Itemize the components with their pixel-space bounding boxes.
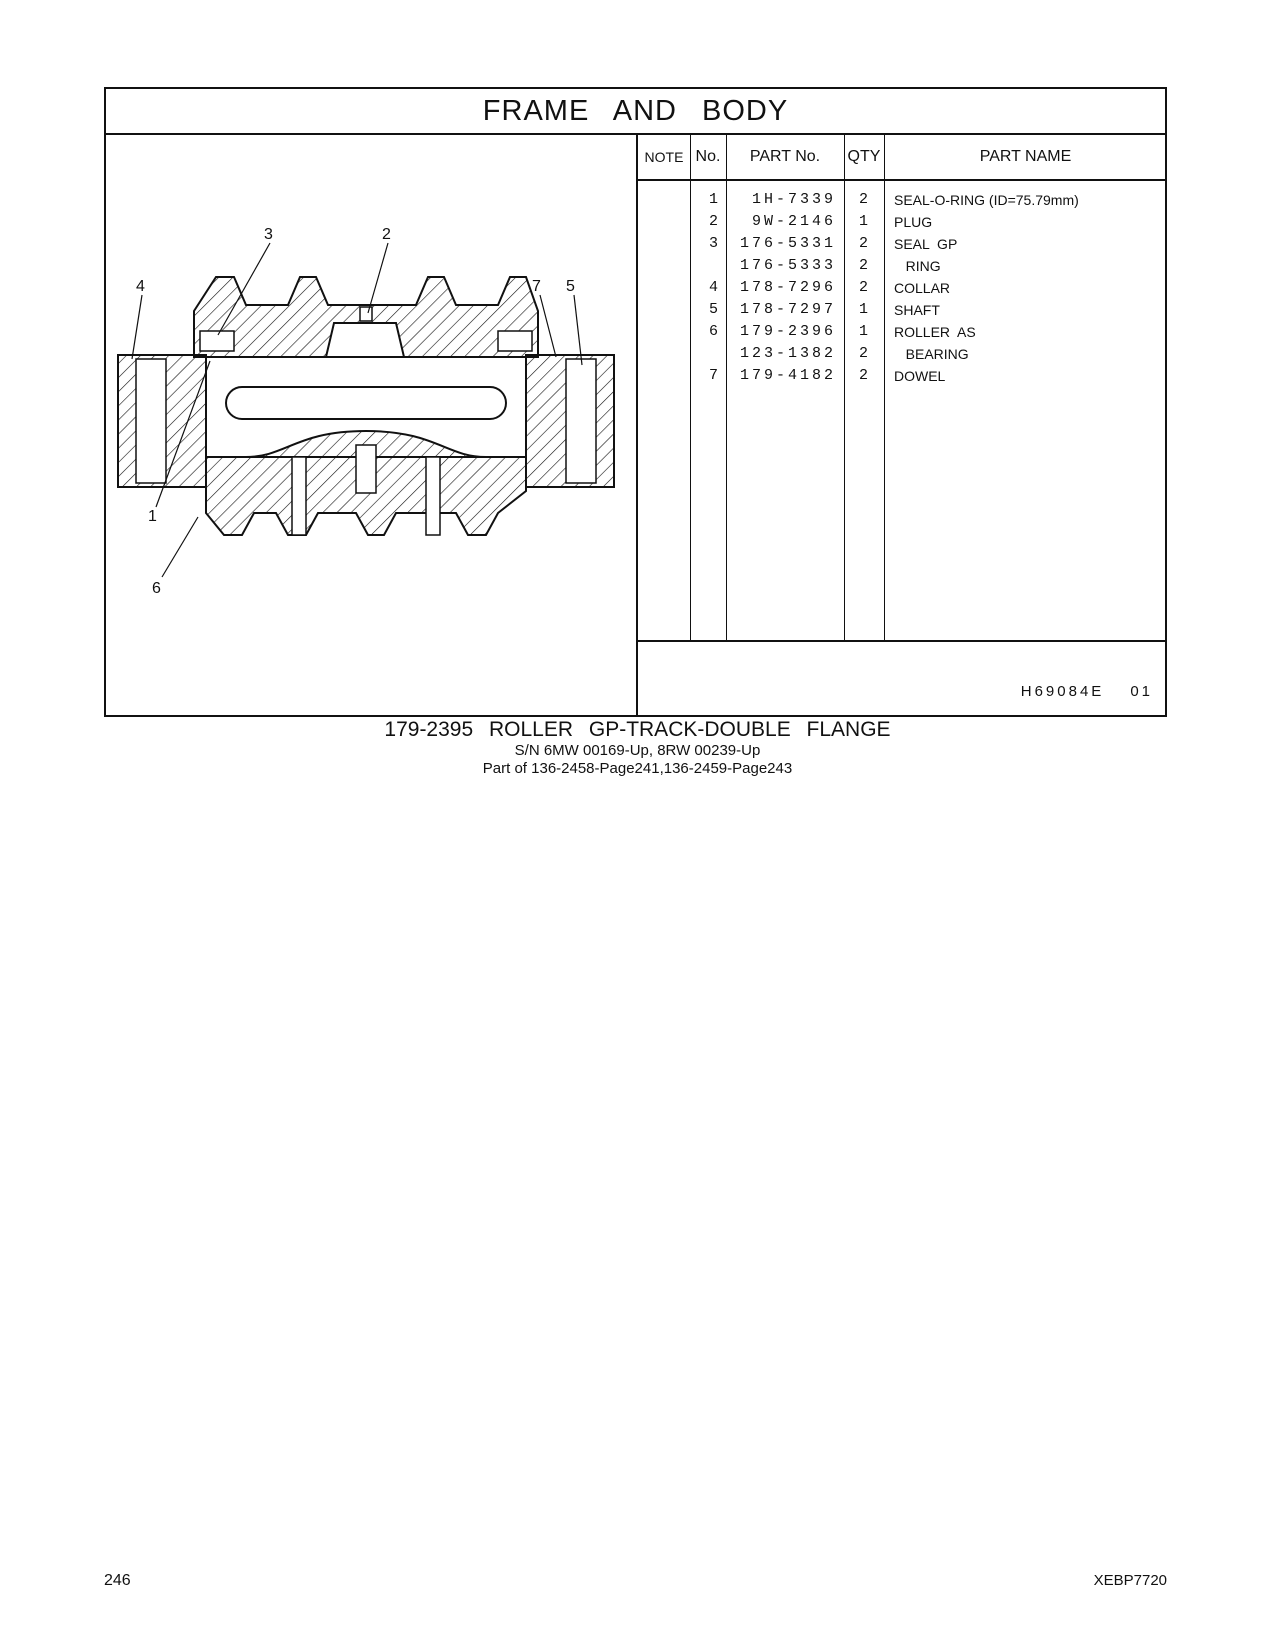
part-number: 179-4182 — [739, 367, 836, 384]
part-quantity: 1 — [858, 323, 868, 340]
part-number: 123-1382 — [739, 345, 836, 362]
seal-group-left — [200, 331, 234, 351]
part-quantity: 2 — [858, 367, 868, 384]
callout-5: 5 — [566, 278, 575, 295]
part-number: 178-7297 — [739, 301, 836, 318]
parts-table — [638, 135, 1167, 717]
part-number: 1H-7339 — [751, 191, 836, 208]
serial-range: S/N 6MW 00169-Up, 8RW 00239-Up — [514, 742, 761, 759]
illustration-code-value: H69084E — [1020, 683, 1105, 700]
part-quantity: 2 — [858, 279, 868, 296]
illustration-code — [1021, 683, 1153, 700]
plug — [360, 307, 372, 321]
part-name: BEARING — [894, 346, 969, 362]
table-row — [638, 277, 1167, 299]
part-name: SEAL GP — [894, 236, 958, 252]
page-number: 246 — [104, 1572, 131, 1589]
table-bottom-rule — [638, 640, 1167, 642]
callout-1: 1 — [148, 508, 157, 525]
roller-cross-section-drawing — [106, 135, 636, 715]
section-title: FRAME AND BODY — [106, 89, 1165, 135]
part-quantity: 2 — [858, 235, 868, 252]
part-index: 6 — [708, 323, 718, 340]
part-name: SHAFT — [894, 302, 940, 318]
table-row — [638, 211, 1167, 233]
seal-group-right — [498, 331, 532, 351]
part-quantity: 1 — [858, 213, 868, 230]
part-number: 178-7296 — [739, 279, 836, 296]
part-index: 3 — [708, 235, 718, 252]
illustration-rev: 01 — [1130, 683, 1153, 700]
table-row — [638, 321, 1167, 343]
table-row — [638, 233, 1167, 255]
group-title: 179-2395 ROLLER GP-TRACK-DOUBLE FLANGE — [384, 718, 891, 741]
part-number: 176-5331 — [739, 235, 836, 252]
header-note: NOTE — [638, 135, 690, 181]
part-name: RING — [894, 258, 941, 274]
callout-2: 2 — [382, 226, 391, 243]
callout-7: 7 — [532, 278, 541, 295]
document-id: XEBP7720 — [1093, 1572, 1167, 1589]
exploded-view-figure — [106, 135, 638, 717]
callout-4: 4 — [136, 278, 145, 295]
table-row — [638, 365, 1167, 387]
part-index: 1 — [708, 191, 718, 208]
part-index — [690, 255, 718, 277]
part-index — [690, 343, 718, 365]
part-name: SEAL-O-RING (ID=75.79mm) — [894, 192, 1079, 208]
part-index: 4 — [708, 279, 718, 296]
header-qty: QTY — [844, 135, 884, 181]
table-row — [638, 299, 1167, 321]
parts-frame — [104, 87, 1167, 717]
part-quantity: 2 — [858, 191, 868, 208]
callout-6: 6 — [152, 580, 161, 597]
shaft-oil-passage — [226, 387, 506, 419]
header-part-no: PART No. — [726, 135, 844, 181]
header-part-name: PART NAME — [884, 135, 1167, 181]
part-of-reference: Part of 136-2458-Page241,136-2459-Page243 — [482, 760, 793, 777]
part-name: COLLAR — [894, 280, 951, 296]
table-row — [638, 255, 1167, 277]
table-row — [638, 343, 1167, 365]
part-name: DOWEL — [894, 368, 946, 384]
callout-3: 3 — [264, 226, 273, 243]
part-index: 7 — [708, 367, 718, 384]
table-row — [638, 189, 1167, 211]
part-index: 5 — [708, 301, 718, 318]
part-quantity: 2 — [858, 257, 868, 274]
part-number: 176-5333 — [739, 257, 836, 274]
header-no: No. — [690, 135, 726, 181]
part-quantity: 2 — [858, 345, 868, 362]
part-number: 179-2396 — [739, 323, 836, 340]
part-number: 9W-2146 — [751, 213, 836, 230]
part-index: 2 — [708, 213, 718, 230]
part-name: PLUG — [894, 214, 933, 230]
part-quantity: 1 — [858, 301, 868, 318]
part-name: ROLLER AS — [894, 324, 976, 340]
